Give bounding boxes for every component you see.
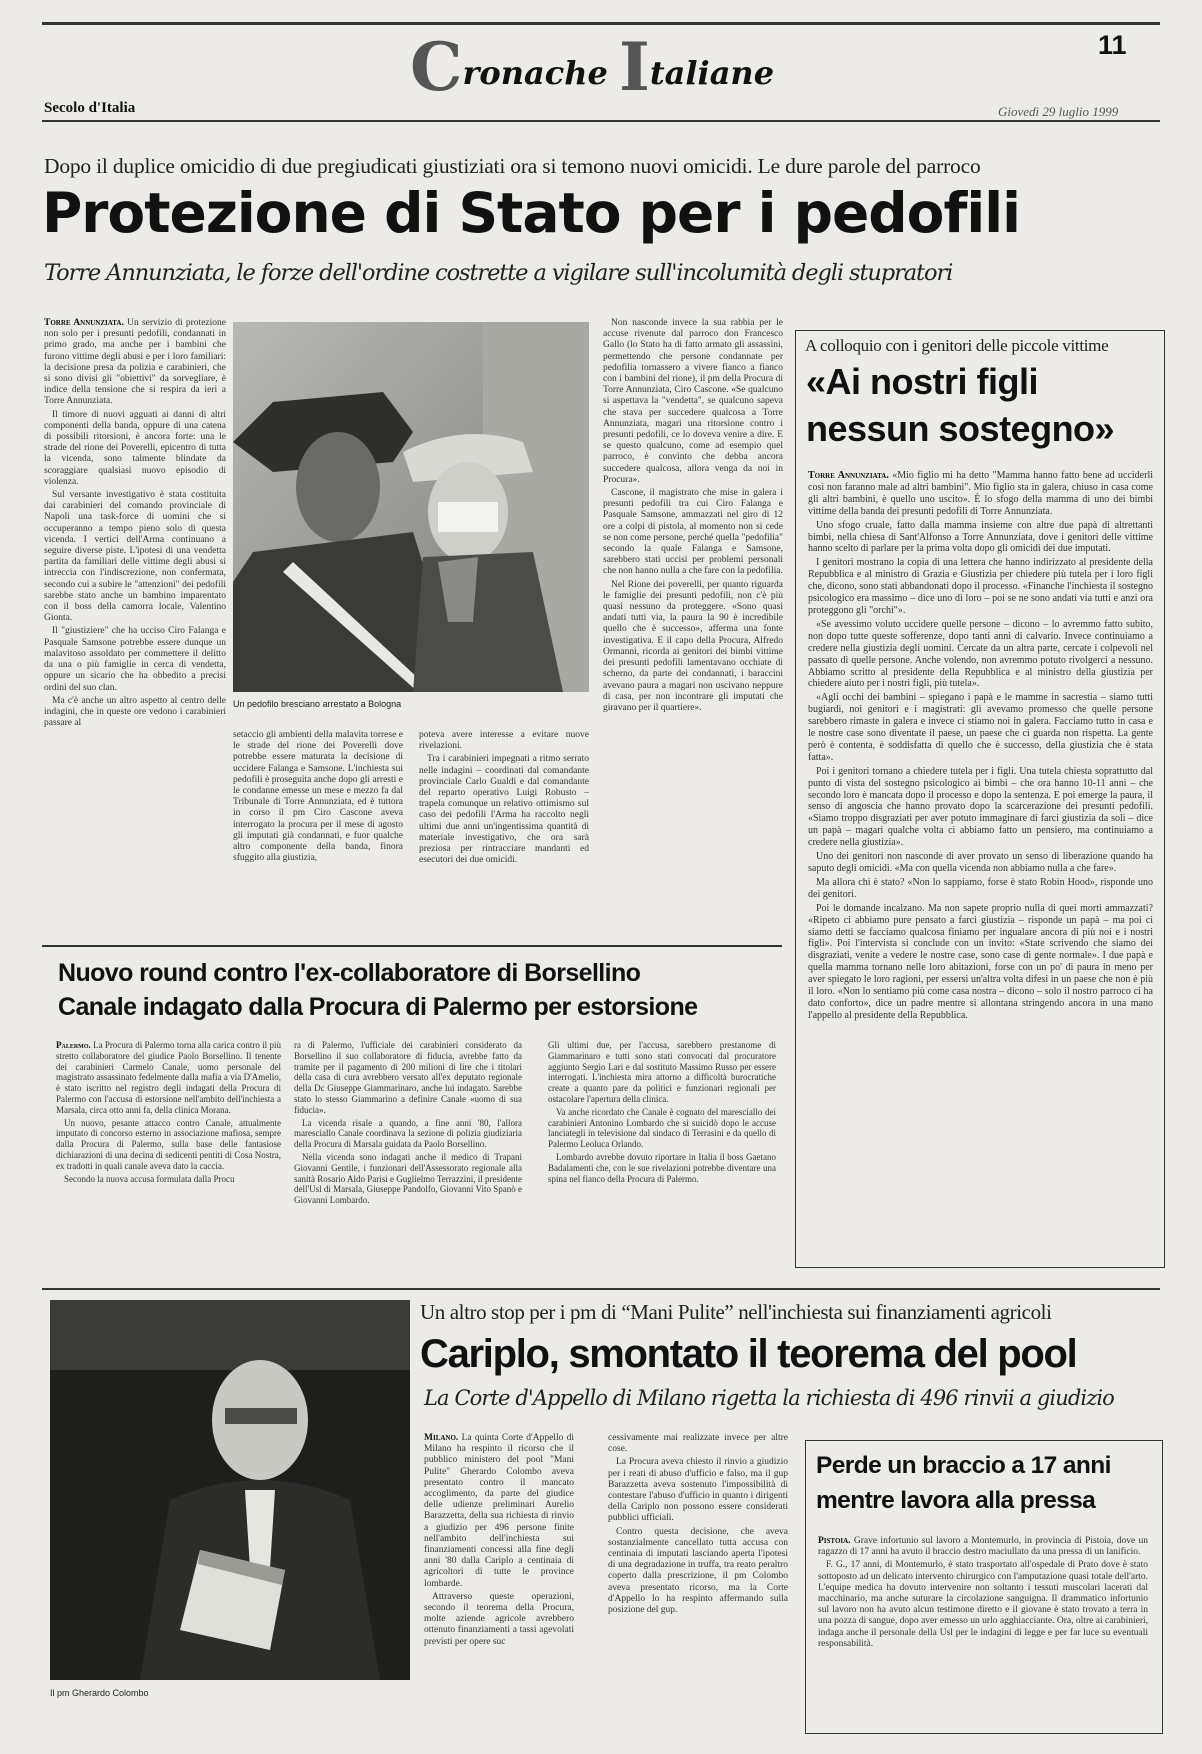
sidebar-p3: I genitori mostrano la copia di una lettera che hanno indirizzato al presidente della Repubblica e al ministro di Grazia e Giustizia per chiedere più tutela per i loro figli che, dicono, sono stati abbandonati dopo il processo. «Finanche l'inchiesta il sostegno psicologico era massimo – dice uno di loro – poi se ne sono andati via tutti e anzi ora proteggono gli "orchi"». bbox=[808, 557, 1153, 616]
masthead: Secolo d'Italia bbox=[44, 100, 136, 116]
braccio-headline: Perde un braccio a 17 anni mentre lavora alla pressa bbox=[816, 1452, 1111, 1514]
issue-date: Giovedì 29 luglio 1999 bbox=[998, 104, 1119, 119]
sidebar-p8: Ma allora chi è stato? «Non lo sappiamo, forse è stato Robin Hood», risponde uno dei genitori. bbox=[808, 876, 1153, 900]
borsellino-c2c: Nella vicenda sono indagati anche il medico di Trapani Giovanni Gentile, i funzionari dell'Assessorato regionale alla sanità Rosario Aldo Parisi e Guglielmo Terrazzini, il presidente dell'Usl di Marsala, Giuseppe Pandolfo, Giovanni Vito Spanò e Giovanni Lombardo. bbox=[294, 1151, 522, 1206]
section-title-initial-i: I bbox=[618, 28, 650, 106]
cariplo-headline: Cariplo, smontato il teorema del pool bbox=[420, 1332, 1077, 1376]
borsellino-c3c: Lombardo avrebbe dovuto riportare in Italia il boss Gaetano Badalamenti che, con le sue rivelazioni potrebbe diventare una spina nel fianco della Procura di Palermo. bbox=[548, 1151, 776, 1184]
cariplo-c1: La quinta Corte d'Appello di Milano ha respinto il ricorso che il pubblico ministero del pool "Mani Pulite" Gherardo Colombo aveva presentato contro il mancato accoglimento, da parte del giudice delle udienze preliminari Aurelio Barazzetta, della sua richiesta di rinvio a giudizio per 496 persone finite nell'ambito dell'inchiesta sui finanziamenti concessi alla fine degli anni '80 dalla Cariplo a centinaia di agricoltori di tutte le province lombarde. bbox=[424, 1433, 574, 1589]
lead-col1-p5: Ma c'è anche un altro aspetto al centro delle indagini, che in queste ore vedono i carabinieri passare al bbox=[44, 695, 226, 729]
lead-col4-p2: Cascone, il magistrato che mise in galera i presunti pedofili tra cui Ciro Falanga e Pasquale Samsone, ammazzati nel giro di 12 ore a colpi di pistola, al momento non si cede se non come persone, perché quella "pedofilia" secondo la quale Falanga e Samsone, sarebbero stati uccisi per problemi personali che non hanno nulla a che fare con la pedofilia. bbox=[603, 488, 783, 577]
cariplo-c1b: Attraverso queste operazioni, secondo il teorema della Procura, molte aziende agricole avrebbero ottenuto finanziamenti a tassi agevolati previsti per opere suc bbox=[424, 1591, 574, 1647]
borsellino-c2b: La vicenda risale a quando, a fine anni '80, l'allora maresciallo Canale coordinava la sezione di polizia giudiziaria della Procura di Marsala guidata da Paolo Borsellino. bbox=[294, 1117, 522, 1150]
cariplo-c2b: La Procura aveva chiesto il rinvio a giudizio per i reati di abuso d'ufficio e falso, ma il gup Barazzetta aveva sostenuto l'impossibilità di contestare l'abuso d'ufficio in quanto i dirigenti della Cariplo non possono essere considerati pubblici ufficiali. bbox=[608, 1457, 788, 1524]
sidebar-headline: «Ai nostri figli nessun sostegno» bbox=[806, 361, 1115, 449]
borsellino-c2: ra di Palermo, l'ufficiale dei carabinieri considerato da Borsellino il suo collaboratore di fiducia, avrebbe fatto da tramite per il pagamento di 200 milioni di lire che i titolari della casa di cura avrebbero versato all'ex deputato regionale della Dc Giuseppe Giammarinaro, anche lui indagato. Sarebbe stato lo stesso Giammarino a definire Canale «uomo di sua fiducia». bbox=[294, 1040, 522, 1115]
cariplo-subhead: La Corte d'Appello di Milano rigetta la richiesta di 496 rinvii a giudizio bbox=[424, 1386, 1114, 1410]
section-title-initial-c: C bbox=[410, 28, 463, 106]
cariplo-column-2 bbox=[608, 1433, 788, 1723]
cariplo-kicker: Un altro stop per i pm di “Mani Pulite” nell'inchiesta sui finanziamenti agricoli bbox=[420, 1300, 1052, 1324]
lead-col1-p2: Il timore di nuovi agguati ai danni di altri componenti della banda, oppure di una catena di possibili ritorsioni, è ancora forte: una le strade del rione dei Poverelli, epicentro di tutta la vicenda, sono talmente blindate da scoraggiare qualsiasi nuovo episodio di violenza. bbox=[44, 409, 226, 487]
section-title-end: taliane bbox=[649, 54, 775, 92]
cariplo-c2c: Contro questa decisione, che aveva sostanzialmente cancellato tutta accusa con centinaia di imputati lasciando aperta l'ipotesi di una degradazione in truffa, tra reato peraltro coperto dalla prescrizione, il pm Colombo aveva presentato ricorso, ma la Corte d'Appello lo ha respinto affermando sulla posizione del gup. bbox=[608, 1526, 788, 1616]
sidebar-body bbox=[808, 470, 1153, 1260]
borsellino-c1: La Procura di Palermo torna alla carica contro il più stretto collaboratore del giudice Paolo Borsellino. Il tenente dei carabinieri Carmelo Canale, uomo personale del magistrato assassinato fedelmente dalla mafia a via D'Amelio, è stato iscritto nel registro degli indagati della Procura di Palermo con l'accusa di estorsione nell'ambito dell'inchiesta a Marsala, circa otto anni fa, della clinica Morana. bbox=[56, 1040, 281, 1115]
section-title bbox=[410, 28, 775, 106]
lead-headline: Protezione di Stato per i pedofili bbox=[42, 181, 1020, 245]
braccio-p2: F. G., 17 anni, di Montemurlo, è stato trasportato all'ospedale di Prato dove è stato sottoposto ad un delicato intervento chirurgico con l'amputazione quasi totale dell'arto. L'equipe medica ha dovuto intervenire non soltanto i tessuti muscolari lacerati dal macchinario, ma anche suturare la circolazione sanguigna. Il drammatico infortunio sul lavoro non ha avuto alcun testimone diretto e il giovane è stato trovato a terra in una pozza di sangue, dopo aver emesso un urlo agghiacciante. Ora, oltre ai carabinieri, indaga anche il personale della Usl per le indagini di legge e per far luce su eventuali responsabilità. bbox=[818, 1560, 1148, 1649]
sidebar-p4: «Se avessimo voluto uccidere quelle persone – dicono – lo avremmo fatto subito, non dopo tutte queste sofferenze, dopo tanti anni di calvario. Invece continuiamo a credere nella giustizia degli uomini. Cercate da un altra parte, cercate i colpevoli nel passato di quelle persone. Anche volendo, non avremmo potuto rivolgerci a nessuno. Abbiamo scritto al presidente della Repubblica e al ministro della giustizia per chiedere aiuto per i nostri figli, più tutela». bbox=[808, 618, 1153, 690]
borsellino-column-2 bbox=[294, 1040, 522, 1260]
lead-col4-p3: Nel Rione dei poverelli, per quanto riguarda le famiglie dei presunti pedofili, non c'è più quasi nessuno da proteggere. «Sono quasi andati tutti via, la paura la 90 è incredibile quello che è successo», afferma una fonte investigativa. E il capo della Procura, Alfredo Ormanni, ricorda ai genitori dei bimbi vittime dei presunti pedofili lamentavano occhiate di scherno, da parte dei condannati, i baraccini avevano paura a magari non uscivano neppure di casa, per non incontrare gli imputati che giravano per il quartiere». bbox=[603, 579, 783, 713]
lead-column-3 bbox=[419, 730, 589, 922]
borsellino-column-1 bbox=[56, 1040, 281, 1260]
arrest-photo-illustration bbox=[233, 322, 589, 692]
header-rule bbox=[42, 120, 1160, 122]
lead-photo bbox=[233, 322, 589, 692]
lead-subhead: Torre Annunziata, le forze dell'ordine costrette a vigilare sull'incolumità degli stupratori bbox=[44, 260, 953, 286]
lead-col1-p4: Il "giustiziere" che ha ucciso Ciro Falanga e Pasquale Samsone potrebbe essere dunque un malavitoso assoldato per commettere il delitto da una o più famiglie in cerca di vendetta, oppure un sicario che ha obbedito a precisi ordini del suo clan. bbox=[44, 626, 226, 693]
lead-col2-p1: setaccio gli ambienti della malavita torrese e le strade del rione dei Poverelli dove potrebbe essere maturata la decisione di uccidere Falanga e Samsone. L'inchiesta sui pedofili è proseguita anche dopo gli arresti e le condanne emesse un mese e mezzo fa dal Tribunale di Torre Annunziata, ed è tuttora in corso il pm Ciro Cascone aveva interrogato la procura per il mese di agosto gli imputati già condannati, e fuor qualche altro componente della banda, finora sfuggito alla giustizia, bbox=[233, 730, 403, 864]
top-rule bbox=[42, 22, 1160, 25]
colombo-portrait-illustration bbox=[50, 1300, 410, 1680]
borsellino-top-rule bbox=[42, 945, 782, 947]
lead-column-1 bbox=[44, 318, 226, 922]
lead-dateline: Torre Annunziata. bbox=[44, 318, 124, 328]
braccio-p1: Grave infortunio sul lavoro a Montemurlo, in provincia di Pistoia, dove un ragazzo di 17 anni ha avuto il braccio destro maciullato da una pressa di un lanificio. bbox=[818, 1536, 1148, 1558]
lead-column-2 bbox=[233, 730, 403, 922]
lead-col1-p1: Un servizio di protezione non solo per i presunti pedofili, condannati in primo grado, ma anche per i bambini che furono vittime degli abusi e per i loro familiari: la decisione presa da polizia e carabinieri, che si sono divisi gli "obiettivi" da sorvegliare, è indice della tensione che si respira da ieri a Torre Annunziata. bbox=[44, 318, 226, 407]
sidebar-p5: «Agli occhi dei bambini – spiegano i papà e le mamme in sacrestia – siamo tutti bugiardi, noi genitori e i magistrati: gli avevamo promesso che quelle persone sarebbero rimaste in galera e invece ci stiamo noi in galera. Facciamo tutto in casa e le nostre case sono diventate il paese, un paese che ci guarda non rispetta. La gente però è contenta, è soddisfatta di quello che è successo, della giustizia che è stata fatta». bbox=[808, 692, 1153, 763]
cariplo-column-1 bbox=[424, 1433, 574, 1723]
borsellino-c3: Gli ultimi due, per l'accusa, sarebbero prestanome di Giammarinaro e tutti sono stati convocati dal procuratore aggiunto Sergio Lari e dal sostituto Massimo Russo per essere interrogati. L'inchiesta mira attorno a difficoltà burocratiche create a quanto pare da politici e funzionari regionali per ostacolare l'apertura della clinica. bbox=[548, 1040, 776, 1104]
sidebar-p7: Uno dei genitori non nasconde di aver provato un senso di liberazione quando ha saputo degli omicidi. «Ma con quella vicenda non abbiamo nulla a che fare». bbox=[808, 851, 1153, 874]
lead-col4-p1: Non nasconde invece la sua rabbia per le accuse rivenute dal parroco don Francesco Gallo (lo Stato ha di fatto armato gli assassini, permettendo che persone condannate per pedofilia tornassero a vivere fianco a fianco con i bambini del rione), il pm della Procura di Torre Annunziata, Ciro Cascone. «Se qualcuno si aspettava la "vendetta", se qualcuno sapeva che stava per succedere qualcosa a Torre Annunziata, magari una ritorsione contro i presunti pedofili, ce lo doveva venire a dire. E se questo qualcuno, come ad esempio quel parroco, è convinto che debba ancora succedere qualcosa, allora venga da noi in Procura». bbox=[603, 318, 783, 485]
borsellino-c1b: Un nuovo, pesante attacco contro Canale, attualmente imputato di concorso esterno in associazione mafiosa, sempre dalla Procura di Palermo, sulla base delle fantasiose dichiarazioni di una decina di sedicenti pentiti di Cosa Nostra, ex tradotti in quali canale aveva dato la caccia. bbox=[56, 1117, 281, 1171]
cariplo-dateline: Milano. bbox=[424, 1433, 459, 1443]
braccio-body bbox=[818, 1536, 1148, 1726]
colombo-photo bbox=[50, 1300, 410, 1680]
sidebar-p9: Poi le domande incalzano. Ma non sapete proprio nulla di quei morti ammazzati? «Ripeto ci abbiamo pure pensato a farci giustizia – risponde un papà – ma poi ci siamo detti se facciamo qualcosa finiamo per ingualare ancora di più noi e i nostri figli». Poi l'intervista si conclude con un invito: «State scrivendo che siamo dei disgraziati, venite a vedere le nostre case, sono case di gente normale». I due papà e quella mamma tornano nelle loro abitazioni, forse con un po' di paura in meno per aver spiegato le loro ragioni, per essersi un'altra volta difesi in un paese che non è più il loro. «Non lo sentiamo più come casa nostra – dicono – solo il nostro parroco ci ha dato conforto», dice un padre mentre si allontana stringendo ancora in una mano l'appello al presidente della Repubblica. bbox=[808, 902, 1153, 1021]
borsellino-c1c: Secondo la nuova accusa formulata dalla Procu bbox=[64, 1173, 235, 1184]
lead-col3-p2: Tra i carabinieri impegnati a ritmo serrato nelle indagini – coordinati dal comandante provinciale Carlo Gualdi e dal comandante del reparto operativo Luigi Robusto – trapela comunque un relativo ottimismo sul caso dei pedofili l'Arma ha raccolto negli ultimi due anni un'ingentissima quantità di materiale investigativo, che ora sarà preziosa per rintracciare mandanti ed esecutori dei due omicidi. bbox=[419, 754, 589, 866]
lead-kicker: Dopo il duplice omicidio di due pregiudicati giustiziati ora si temono nuovi omicidi. Le dure parole del parroco bbox=[44, 154, 981, 178]
sidebar-p6: Poi i genitori tornano a chiedere tutela per i figli. Una tutela chiesta soprattutto dal punto di vista del sostegno psicologico ai bimbi – che ora hanno 10-11 anni – che secondo loro è mancata dopo il processo e dopo la sentenza. E poi emerge la paura, il senso di angoscia che hanno provato dopo la scarcerazione dei presunti pedofili. «Siamo troppo disgraziati per aver potuto immaginare di farci giustizia da soli – dice un papà – magari qualche volta ci abbiamo fatto un pensiero, ma continuiamo a credere nella giustizia». bbox=[808, 765, 1153, 849]
sidebar-dateline: Torre Annunziata. bbox=[808, 470, 889, 481]
section-title-mid: ronache bbox=[462, 54, 619, 92]
lead-col3-p1: poteva avere interesse a evitare nuove rivelazioni. bbox=[419, 730, 589, 752]
sidebar-kicker: A colloquio con i genitori delle piccole vittime bbox=[805, 336, 1109, 355]
lead-column-4 bbox=[603, 318, 783, 922]
borsellino-dateline: Palermo. bbox=[56, 1040, 91, 1050]
borsellino-c3b: Va anche ricordato che Canale è cognato del maresciallo dei carabinieri Antonino Lombardo che si suicidò dopo le accuse lanciategli in televisione dal sindaco di Terrasini e da quello di Palermo Leoluca Orlando. bbox=[548, 1106, 776, 1150]
sidebar-p1: «Mio figlio mi ha detto "Mamma hanno fatto bene ad ucciderli così non faranno male ad altri bambini". Mio figlio sta in galera, chiuso in casa come gli altri bambini, è quello uno uscito». È lo sfogo della mamma di uno dei bimbi vittime della banda dei presunti pedofili di Torre Annunziata. bbox=[808, 470, 1153, 517]
page-number: 11 bbox=[1098, 30, 1127, 60]
sidebar-p2: Uno sfogo cruale, fatto dalla mamma insieme con altre due papà di altrettanti bimbi, nella chiesa di Sant'Alfonso a Torre Annunziata, dove i genitori delle vittime hanno scelto di parlare per la prima volta dopo gli omicidi dei due imputati. bbox=[808, 519, 1153, 555]
lead-photo-caption: Un pedofilo bresciano arrestato a Bologna bbox=[233, 699, 402, 709]
colombo-photo-caption: Il pm Gherardo Colombo bbox=[50, 1688, 149, 1698]
cariplo-c2: cessivamente mai realizzate invece per altre cose. bbox=[608, 1433, 788, 1455]
borsellino-headline-2: Canale indagato dalla Procura di Palermo per estorsione bbox=[58, 993, 698, 1021]
braccio-dateline: Pistoia. bbox=[818, 1536, 851, 1546]
borsellino-column-3 bbox=[548, 1040, 776, 1260]
cariplo-top-rule bbox=[42, 1288, 1160, 1290]
lead-col1-p3: Sul versante investigativo è stata costituita dai carabinieri del comando provinciale di Napoli una task-force di uomini che si occuperanno a tempo pieno solo di questa vicenda. I vertici dell'Arma continuano a seguire diverse piste. L'ipotesi di una vendetta partita da familiari delle vittime degli abusi si intreccia con l'indiscrezione, non confermata, secondo cui a subire le "attenzioni" dei pedofili sarebbe stato anche un bambino imparentato con il boss della camorra locale, Valentino Gionta. bbox=[44, 490, 226, 624]
borsellino-headline-1: Nuovo round contro l'ex-collaboratore di Borsellino bbox=[58, 959, 641, 987]
